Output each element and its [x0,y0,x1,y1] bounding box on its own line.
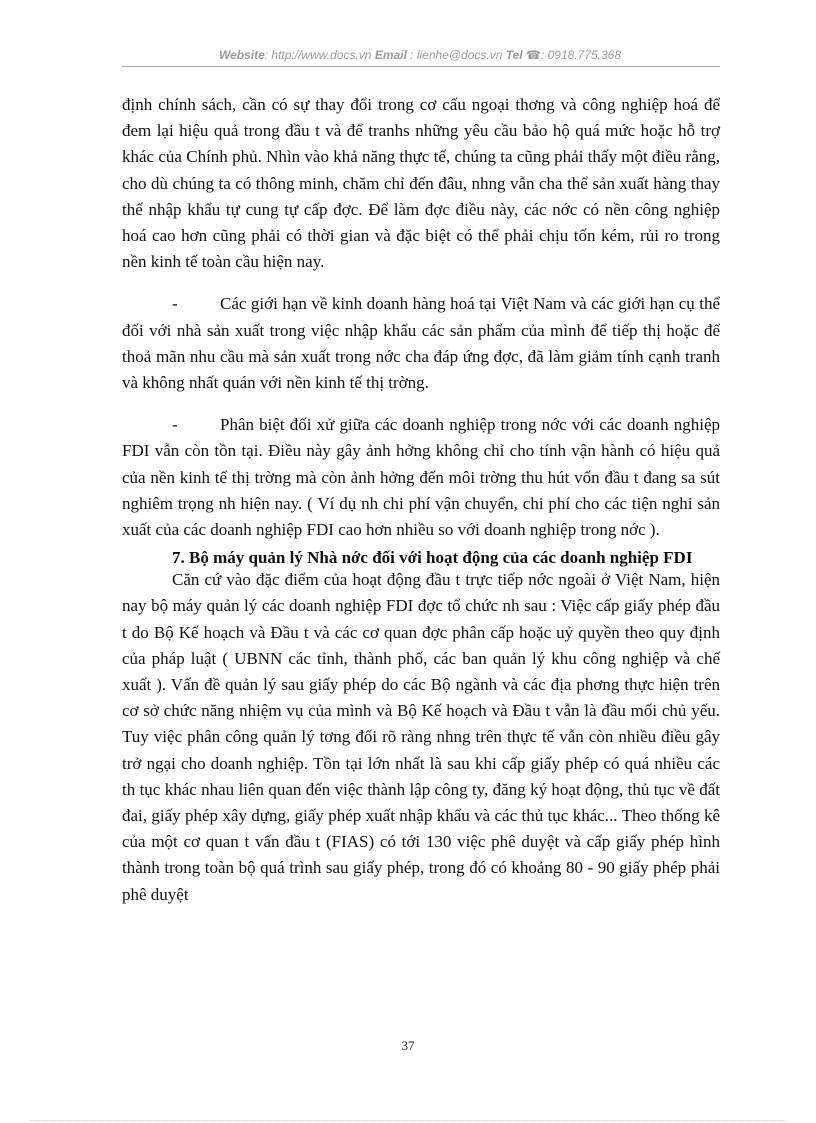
bullet-paragraph-2 [122,291,720,396]
page-number: 37 [401,1038,415,1053]
document-body [122,92,720,908]
page-header [122,48,718,62]
bullet-dash: - [172,415,178,435]
paragraph-4: Căn cứ vào đặc điểm của hoạt động đầu t trực tiếp nớc ngoài ở Việt Nam, hiện nay bộ máy quản lý các doanh nghiệp FDI đợc tổ chức nh sau : Việc cấp giấy phép đầu t do Bộ Kế hoạch và Đầu t và các cơ quan đợc phân cấp hoặc uỷ quyền theo quy định của pháp luật ( UBNN các tỉnh, thành phố, các ban quản lý khu công nghiệp và chế xuất ). Vấn đề quản lý sau giấy phép do các Bộ ngành và các địa phơng thực hiện trên cơ sở chức năng nhiệm vụ của mình và Bộ Kế hoạch và Đầu t vẫn là đầu mối chủ yếu. Tuy việc phân công quản lý tơng đối rõ ràng nhng trên thực tế vẫn còn nhiều điều gây trở ngại cho doanh nghiệp. Tồn tại lớn nhất là sau khi cấp giấy phép có quá nhiều các th tục khác nhau liên quan đến việc thành lập công ty, đăng ký hoạt động, thủ tục về đất đai, giấy phép xây dựng, giấy phép xuất nhập khẩu và các thủ tục khác... Theo thống kê của một cơ quan t vấn đầu t (FIAS) có tới 130 việc phê duyệt và cấp giấy phép hình thành trong toàn bộ quá trình sau giấy phép, trong đó có khoảng 80 - 90 giấy phép phải phê duyệt [122,570,720,904]
email-value[interactable]: : lienhe@docs.vn [410,48,503,62]
tel-label: Tel [505,48,523,62]
website-label: Website [218,48,265,62]
tel-value: : 0918.775.368 [540,48,622,62]
bullet-dash: - [172,294,178,314]
telephone-icon: ☎ [526,48,541,62]
bullet-paragraph-3 [122,412,720,543]
paragraph-2-text: Các giới hạn về kinh doanh hàng hoá tại Việt Nam và các giới hạn cụ thể đối với nhà sản xuất trong việc nhập khẩu các sản phẩm của mình để tiếp thị hoặc để thoả mãn nhu cầu mà sản xuất trong nớc cha đáp ứng đợc, đã làm giảm tính cạnh tranh và không nhất quán với nền kinh tế thị trờng. [122,294,720,393]
bottom-dotted-rule [30,1120,786,1121]
email-label: Email [374,48,407,62]
paragraph-3-text: Phân biệt đối xử giữa các doanh nghiệp trong nớc với các doanh nghiệp FDI vẫn còn tồn tại. Điều này gây ảnh hởng không chỉ cho tính vận hành có hiệu quả của nền kinh tế thị trờng mà còn ảnh hởng đến môi trờng thu hút vốn đầu t đang sa sút nghiêm trọng nh hiện nay. ( Ví dụ nh chi phí vận chuyển, chi phí cho các tiện nghi sản xuất của các doanh nghiệp FDI cao hơn nhiều so với doanh nghiệp trong nớc ). [122,415,720,540]
section-heading: 7. Bộ máy quản lý Nhà nớc đối với hoạt động của các doanh nghiệp FDI [172,548,693,568]
paragraph-1: định chính sách, cần có sự thay đổi trong cơ cấu ngoại thơng và công nghiệp hoá để đem lại hiệu quả trong đầu t và để tranhs những yêu cầu bảo hộ quá mức hoặc hỗ trợ khác của Chính phủ. Nhìn vào khả năng thực tế, chúng ta cũng phải thấy một điều rằng, cho dù chúng ta có thông minh, chăm chỉ đến đâu, nhng vẫn cha thể sản xuất hàng thay thế nhập khẩu tự cung tự cấp đợc. Để làm đợc điều này, các nớc có nền công nghiệp hoá cao hơn cũng phải có thời gian và đặc biệt có thể phải chịu tốn kém, rủi ro trong nền kinh tế toàn cầu hiện nay. [122,95,720,272]
header-divider [122,66,720,67]
website-value[interactable]: : http://www.docs.vn [264,48,372,62]
